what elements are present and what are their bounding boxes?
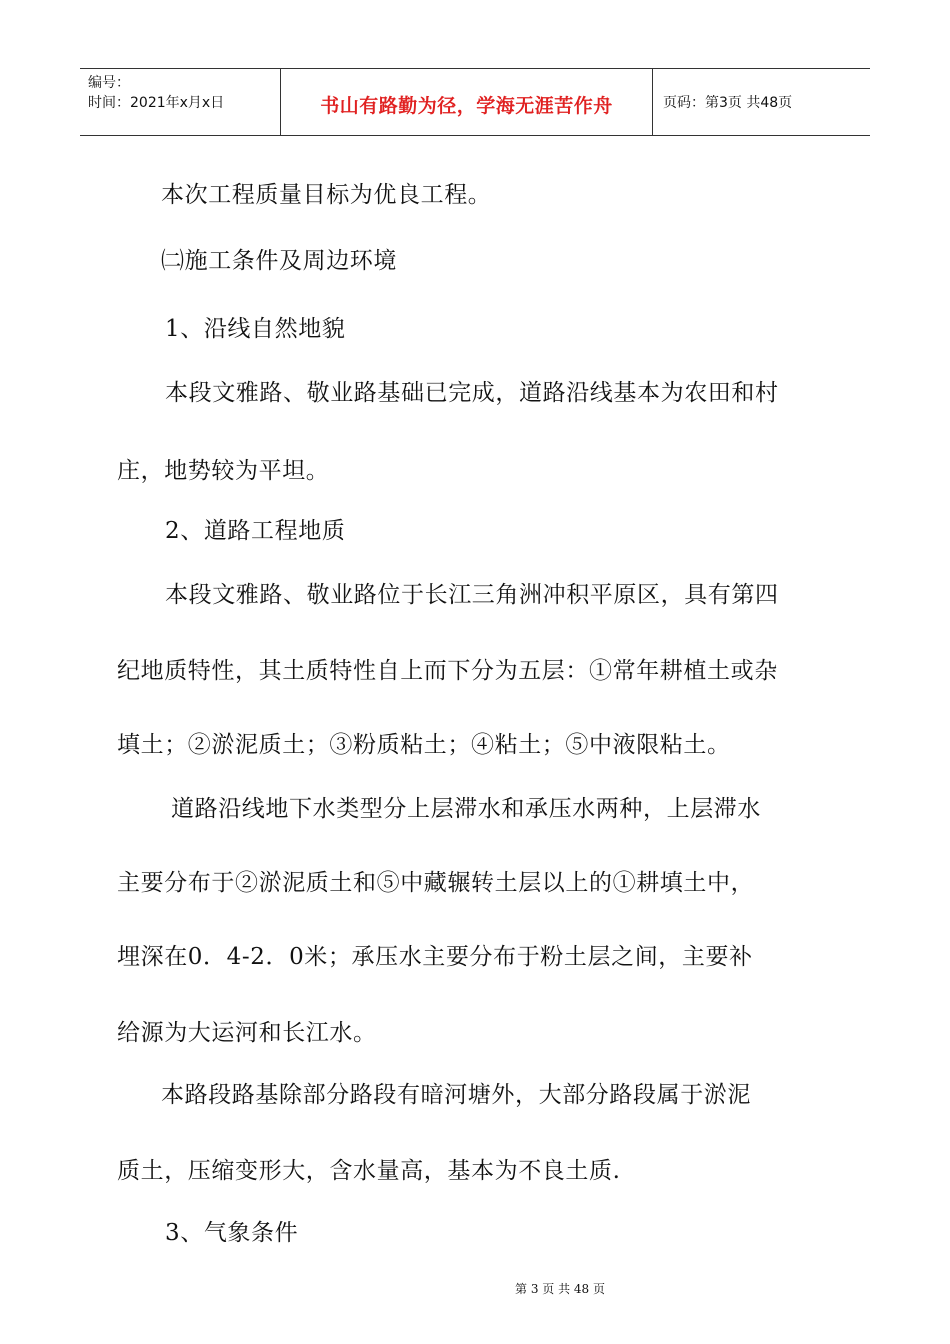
page-header [80,68,870,136]
paragraph-line: 本次工程质量目标为优良工程。 [161,182,492,208]
subsection-heading: 3、气象条件 [165,1220,299,1246]
paragraph-line: 填土；②淤泥质土；③粉质粘土；④粘土；⑤中液限粘土。 [117,732,731,758]
paragraph-line: 本路段路基除部分路段有暗河塘外，大部分路段属于淤泥 [161,1082,751,1108]
paragraph-line: 本段文雅路、敬业路位于长江三角洲冲积平原区，具有第四 [165,582,779,608]
paragraph-line: 道路沿线地下水类型分上层滞水和承压水两种，上层滞水 [171,796,761,822]
doc-number-label: 编号： [88,75,130,91]
header-meta-cell [80,69,281,135]
subsection-heading: 2、道路工程地质 [165,518,346,544]
page-footer [0,1280,950,1297]
header-page-cell [653,69,870,135]
paragraph-line: 庄，地势较为平坦。 [117,458,330,484]
paragraph-line: 纪地质特性，其土质特性自上而下分为五层：①常年耕植土或杂 [117,658,778,684]
footer-page-number: 第 3 页 共 48 页 [515,1282,605,1296]
header-motto-cell [281,69,653,135]
subsection-heading: 1、沿线自然地貌 [165,316,346,342]
doc-time-label: 时间：2021年x月x日 [88,95,225,111]
header-page-info: 页码：第3页 共48页 [663,95,793,111]
paragraph-line: 埋深在0．4-2．0米；承压水主要分布于粉土层之间，主要补 [117,944,753,970]
paragraph-line: 给源为大运河和长江水。 [117,1020,377,1046]
section-heading: ㈡施工条件及周边环境 [161,248,397,274]
header-motto: 书山有路勤为径，学海无涯苦作舟 [320,94,613,117]
paragraph-line: 主要分布于②淤泥质土和⑤中藏辗转土层以上的①耕填土中， [117,870,755,896]
paragraph-line: 质土，压缩变形大，含水量高，基本为不良土质. [117,1158,621,1184]
paragraph-line: 本段文雅路、敬业路基础已完成，道路沿线基本为农田和村 [165,380,779,406]
